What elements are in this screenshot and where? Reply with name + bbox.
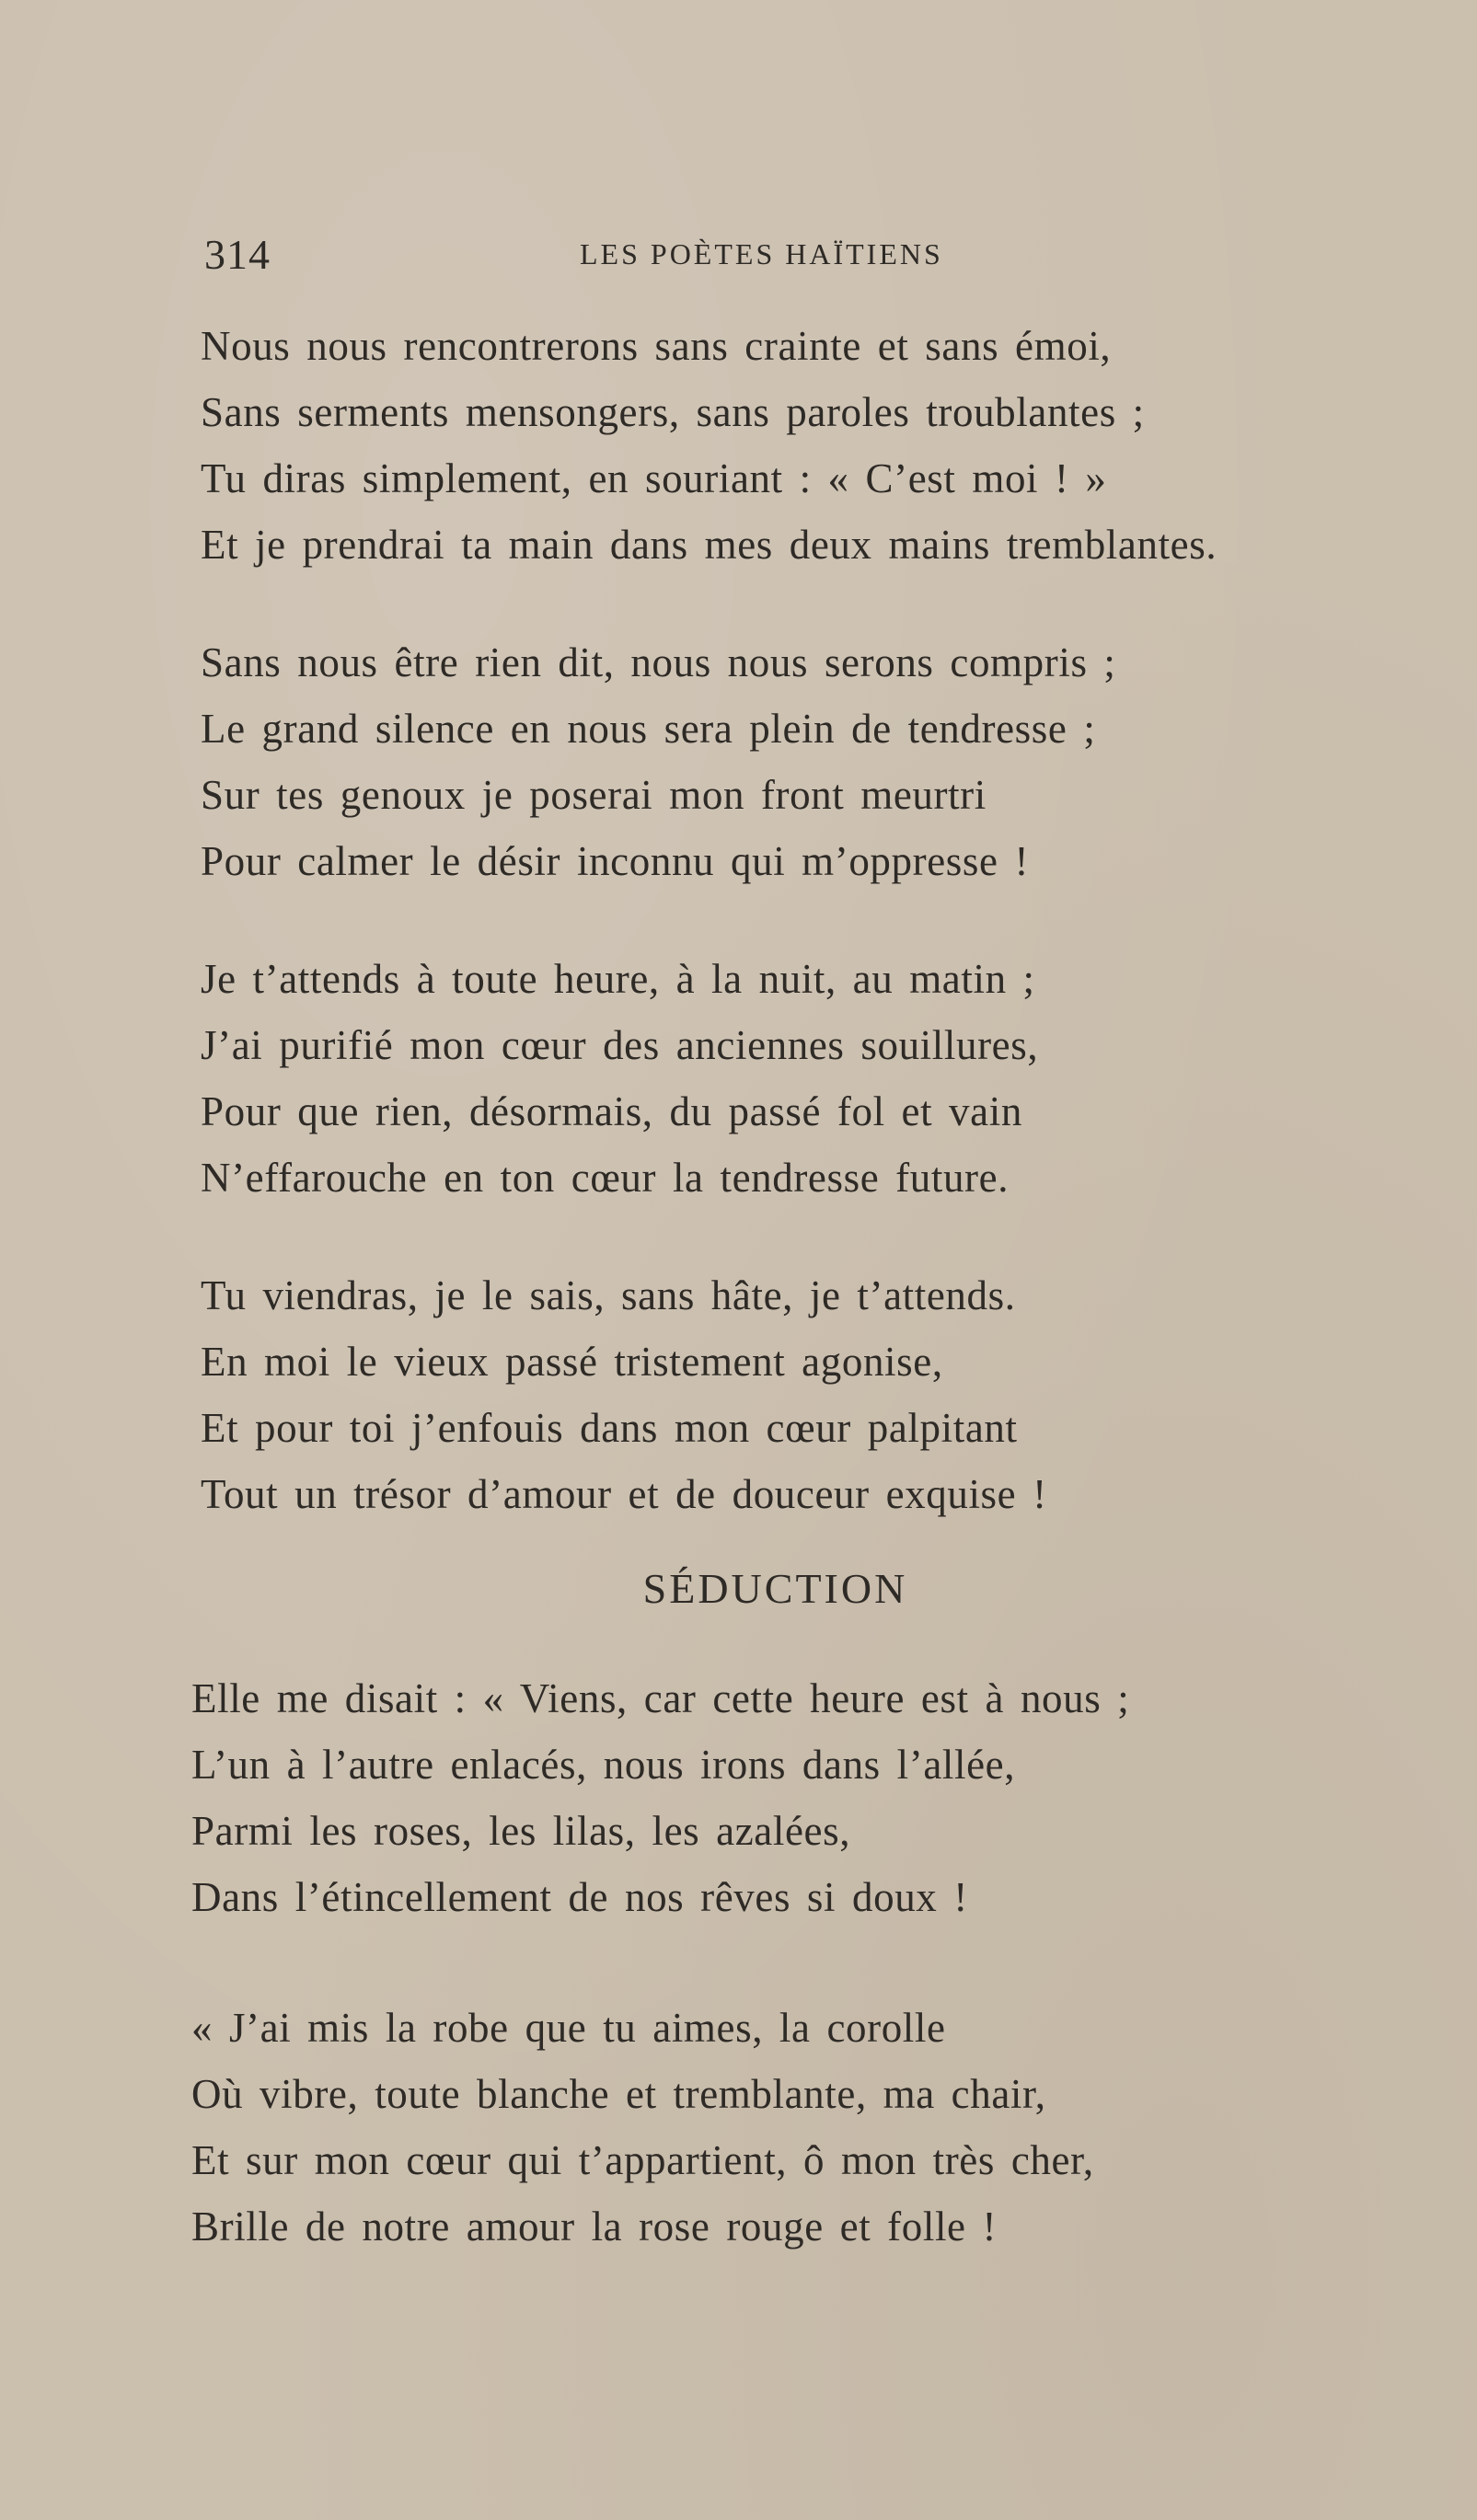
section-title-text: SÉDUCTION bbox=[642, 1565, 908, 1612]
stanza bbox=[201, 946, 1397, 1211]
verse-line: L’un à l’autre enlacés, nous irons dans l’allée, bbox=[191, 1742, 1016, 1788]
verse-line: Sur tes genoux je poserai mon front meurtri bbox=[201, 772, 987, 818]
verse-line: N’effarouche en ton cœur la tendresse future. bbox=[201, 1155, 1010, 1201]
verse-line: Je t’attends à toute heure, à la nuit, au matin ; bbox=[201, 956, 1035, 1002]
stanza bbox=[191, 1995, 1388, 2260]
verse-line: Parmi les roses, les lilas, les azalées, bbox=[191, 1808, 851, 1854]
poem-seduction bbox=[191, 1665, 1388, 2260]
verse-line: « J’ai mis la robe que tu aimes, la corolle bbox=[191, 2005, 946, 2051]
verse-line: Nous nous rencontrerons sans crainte et sans émoi, bbox=[201, 323, 1112, 369]
page-number: 314 bbox=[204, 231, 271, 278]
verse-line: Pour que rien, désormais, du passé fol et vain bbox=[201, 1088, 1022, 1134]
verse-line: Et sur mon cœur qui t’appartient, ô mon très cher, bbox=[191, 2137, 1094, 2183]
running-title: LES POÈTES HAÏTIENS bbox=[580, 237, 943, 270]
verse-line: Tu viendras, je le sais, sans hâte, je t’attends. bbox=[201, 1272, 1016, 1318]
page-header bbox=[204, 230, 1364, 285]
verse-line: Où vibre, toute blanche et tremblante, ma chair, bbox=[191, 2071, 1046, 2117]
stanza bbox=[191, 1665, 1388, 1930]
verse-line: Pour calmer le désir inconnu qui m’oppresse ! bbox=[201, 838, 1030, 884]
verse-line: Et pour toi j’enfouis dans mon cœur palpitant bbox=[201, 1405, 1018, 1451]
verse-line: Dans l’étincellement de nos rêves si doux ! bbox=[191, 1874, 968, 1920]
section-title bbox=[0, 1564, 1477, 1613]
verse-line: Sans nous être rien dit, nous nous serons compris ; bbox=[201, 639, 1116, 685]
stanza bbox=[201, 629, 1397, 894]
verse-line: Brille de notre amour la rose rouge et folle ! bbox=[191, 2204, 998, 2250]
verse-line: Elle me disait : « Viens, car cette heure est à nous ; bbox=[191, 1675, 1130, 1721]
verse-line: J’ai purifié mon cœur des anciennes souillures, bbox=[201, 1022, 1039, 1068]
verse-line: Tout un trésor d’amour et de douceur exquise ! bbox=[201, 1471, 1047, 1517]
poem-continued bbox=[201, 313, 1397, 1527]
stanza bbox=[201, 1262, 1397, 1527]
verse-line: Tu diras simplement, en souriant : « C’est moi ! » bbox=[201, 455, 1107, 501]
verse-line: En moi le vieux passé tristement agonise, bbox=[201, 1339, 943, 1385]
stanza bbox=[201, 313, 1397, 578]
verse-line: Le grand silence en nous sera plein de tendresse ; bbox=[201, 706, 1096, 752]
verse-line: Sans serments mensongers, sans paroles troublantes ; bbox=[201, 389, 1145, 435]
verse-line: Et je prendrai ta main dans mes deux mains tremblantes. bbox=[201, 522, 1217, 568]
